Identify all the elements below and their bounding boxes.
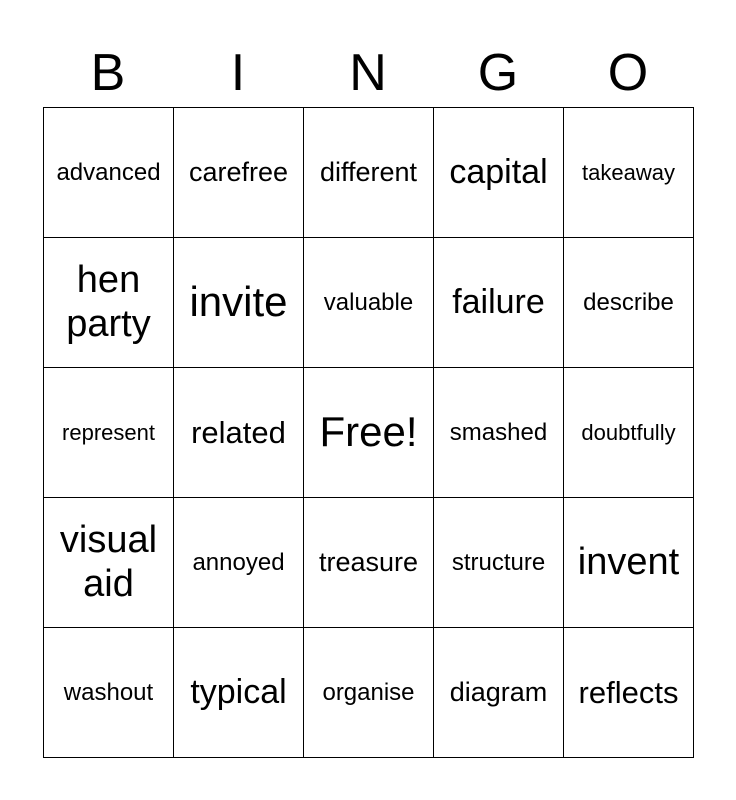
bingo-cell[interactable]: organise — [304, 628, 434, 758]
bingo-cell[interactable]: diagram — [434, 628, 564, 758]
bingo-cell[interactable]: failure — [434, 238, 564, 368]
bingo-cell[interactable]: structure — [434, 498, 564, 628]
free-space-cell[interactable]: Free! — [304, 368, 434, 498]
header-letter-i: I — [230, 44, 246, 102]
header-letter-b: B — [90, 44, 126, 102]
bingo-cell[interactable]: invite — [174, 238, 304, 368]
bingo-cell[interactable]: capital — [434, 108, 564, 238]
bingo-cell[interactable]: invent — [564, 498, 694, 628]
bingo-cell[interactable]: washout — [44, 628, 174, 758]
bingo-header — [43, 40, 693, 106]
bingo-cell[interactable]: related — [174, 368, 304, 498]
bingo-cell[interactable]: different — [304, 108, 434, 238]
header-letter-g: G — [477, 44, 519, 102]
bingo-board — [43, 107, 694, 758]
bingo-cell[interactable]: reflects — [564, 628, 694, 758]
bingo-cell[interactable]: describe — [564, 238, 694, 368]
bingo-cell[interactable]: takeaway — [564, 108, 694, 238]
bingo-cell[interactable]: smashed — [434, 368, 564, 498]
bingo-cell[interactable]: treasure — [304, 498, 434, 628]
bingo-cell[interactable]: advanced — [44, 108, 174, 238]
bingo-cell[interactable]: valuable — [304, 238, 434, 368]
header-letter-n: N — [349, 44, 387, 102]
bingo-cell[interactable]: hen party — [44, 238, 174, 368]
bingo-cell[interactable]: visual aid — [44, 498, 174, 628]
header-letter-o: O — [607, 44, 649, 102]
bingo-cell[interactable]: represent — [44, 368, 174, 498]
bingo-cell[interactable]: typical — [174, 628, 304, 758]
bingo-cell[interactable]: carefree — [174, 108, 304, 238]
bingo-cell[interactable]: annoyed — [174, 498, 304, 628]
bingo-cell[interactable]: doubtfully — [564, 368, 694, 498]
